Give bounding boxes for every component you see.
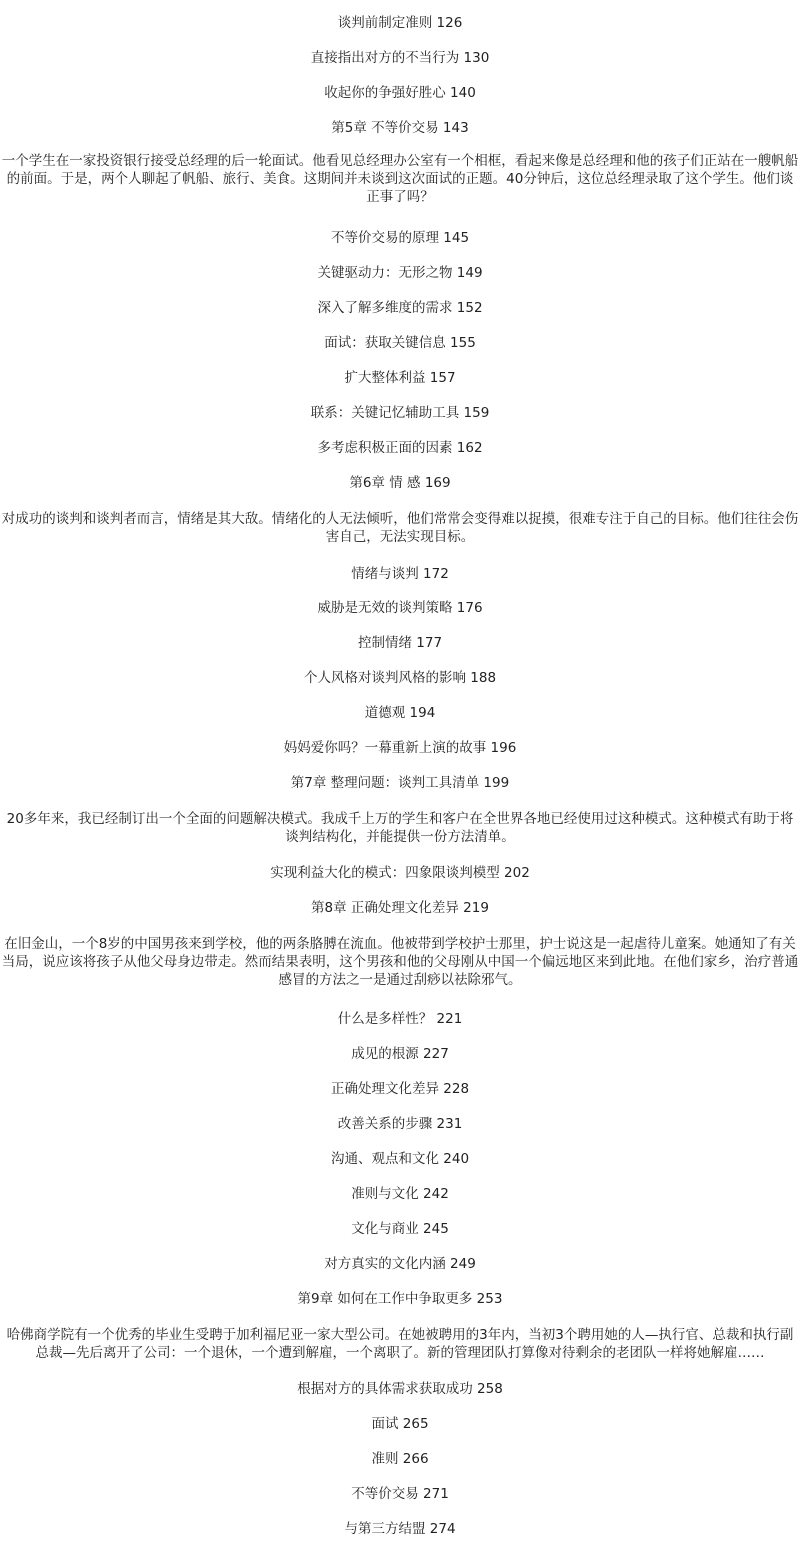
toc-entry: 直接指出对方的不当行为 130: [310, 50, 490, 66]
toc-entry: 成见的根源 227: [351, 1046, 449, 1062]
toc-entry: 多考虑积极正面的因素 162: [317, 440, 483, 456]
chapter-summary: 在旧金山，一个8岁的中国男孩来到学校，他的两条胳膊在流血。他被带到学校护士那里，护士说这是一起虐待儿童案。她通知了有关当局，说应该将孩子从他父母身边带走。然而结果表明，这个男孩和他的父母刚从中国一个偏远地区来到此地。在他们家乡，治疗普通感冒的方法之一是通过刮痧以祛除邪气。: [1, 936, 799, 988]
toc-entry: 什么是多样性？ 221: [337, 1011, 463, 1027]
toc-entry: 收起你的争强好胜心 140: [324, 85, 476, 101]
toc-entry: 正确处理文化差异 228: [330, 1081, 470, 1097]
toc-entry: 根据对方的具体需求获取成功 258: [297, 1381, 503, 1397]
toc-entry: 与第三方结盟 274: [344, 1521, 456, 1537]
chapter-heading: 第9章 如何在工作中争取更多 253: [297, 1291, 503, 1307]
toc-entry: 深入了解多维度的需求 152: [317, 300, 483, 316]
chapter-summary: 哈佛商学院有一个优秀的毕业生受聘于加利福尼亚一家大型公司。在她被聘用的3年内，当初3个聘用她的人—执行官、总裁和执行副总裁—先后离开了公司：一个退休，一个遭到解雇，一个离职了。新的管理团队打算像对待剩余的老团队一样将她解雇……: [6, 1327, 794, 1361]
toc-entry: 谈判前制定准则 126: [337, 15, 463, 31]
chapter-summary: 20多年来，我已经制订出一个全面的问题解决模式。我成千上万的学生和客户在全世界各地已经使用过这种模式。这种模式有助于将谈判结构化，并能提供一份方法清单。: [6, 811, 794, 845]
toc-entry: 面试 265: [371, 1416, 429, 1432]
toc-entry: 不等价交易 271: [351, 1486, 449, 1502]
toc-entry: 妈妈爱你吗？一幕重新上演的故事 196: [283, 740, 517, 756]
chapter-heading: 第6章 情 感 169: [349, 475, 451, 491]
toc-entry: 准则 266: [371, 1451, 429, 1467]
toc-entry: 威胁是无效的谈判策略 176: [317, 600, 483, 616]
chapter-heading: 第7章 整理问题：谈判工具清单 199: [290, 775, 510, 791]
toc-entry: 扩大整体利益 157: [344, 370, 456, 386]
toc-entry: 道德观 194: [364, 705, 436, 721]
chapter-summary: 一个学生在一家投资银行接受总经理的后一轮面试。他看见总经理办公室有一个相框，看起来像是总经理和他的孩子们正站在一艘帆船的前面。于是，两个人聊起了帆船、旅行、美食。这期间并未谈到这次面试的正题。40分钟后，这位总经理录取了这个学生。他们谈正事了吗？: [1, 153, 799, 205]
chapter-summary: 对成功的谈判和谈判者而言，情绪是其大敌。情绪化的人无法倾听，他们常常会变得难以捉摸，很难专注于自己的目标。他们往往会伤害自己，无法实现目标。: [1, 511, 799, 545]
toc-entry: 对方真实的文化内涵 249: [324, 1256, 476, 1272]
toc-entry: 改善关系的步骤 231: [337, 1116, 463, 1132]
toc-entry: 联系：关键记忆辅助工具 159: [310, 405, 490, 421]
toc-entry: 控制情绪 177: [357, 635, 443, 651]
toc-entry: 实现利益大化的模式：四象限谈判模型 202: [270, 865, 530, 881]
toc-entry: 情绪与谈判 172: [351, 566, 449, 582]
toc-entry: 个人风格对谈判风格的影响 188: [303, 670, 497, 686]
toc-entry: 面试：获取关键信息 155: [324, 335, 476, 351]
toc-entry: 关键驱动力：无形之物 149: [317, 265, 483, 281]
toc-entry: 准则与文化 242: [351, 1186, 449, 1202]
toc-entry: 沟通、观点和文化 240: [330, 1151, 470, 1167]
chapter-heading: 第5章 不等价交易 143: [331, 120, 469, 136]
toc-entry: 不等价交易的原理 145: [330, 230, 470, 246]
chapter-heading: 第8章 正确处理文化差异 219: [311, 900, 489, 916]
toc-entry: 文化与商业 245: [351, 1221, 449, 1237]
